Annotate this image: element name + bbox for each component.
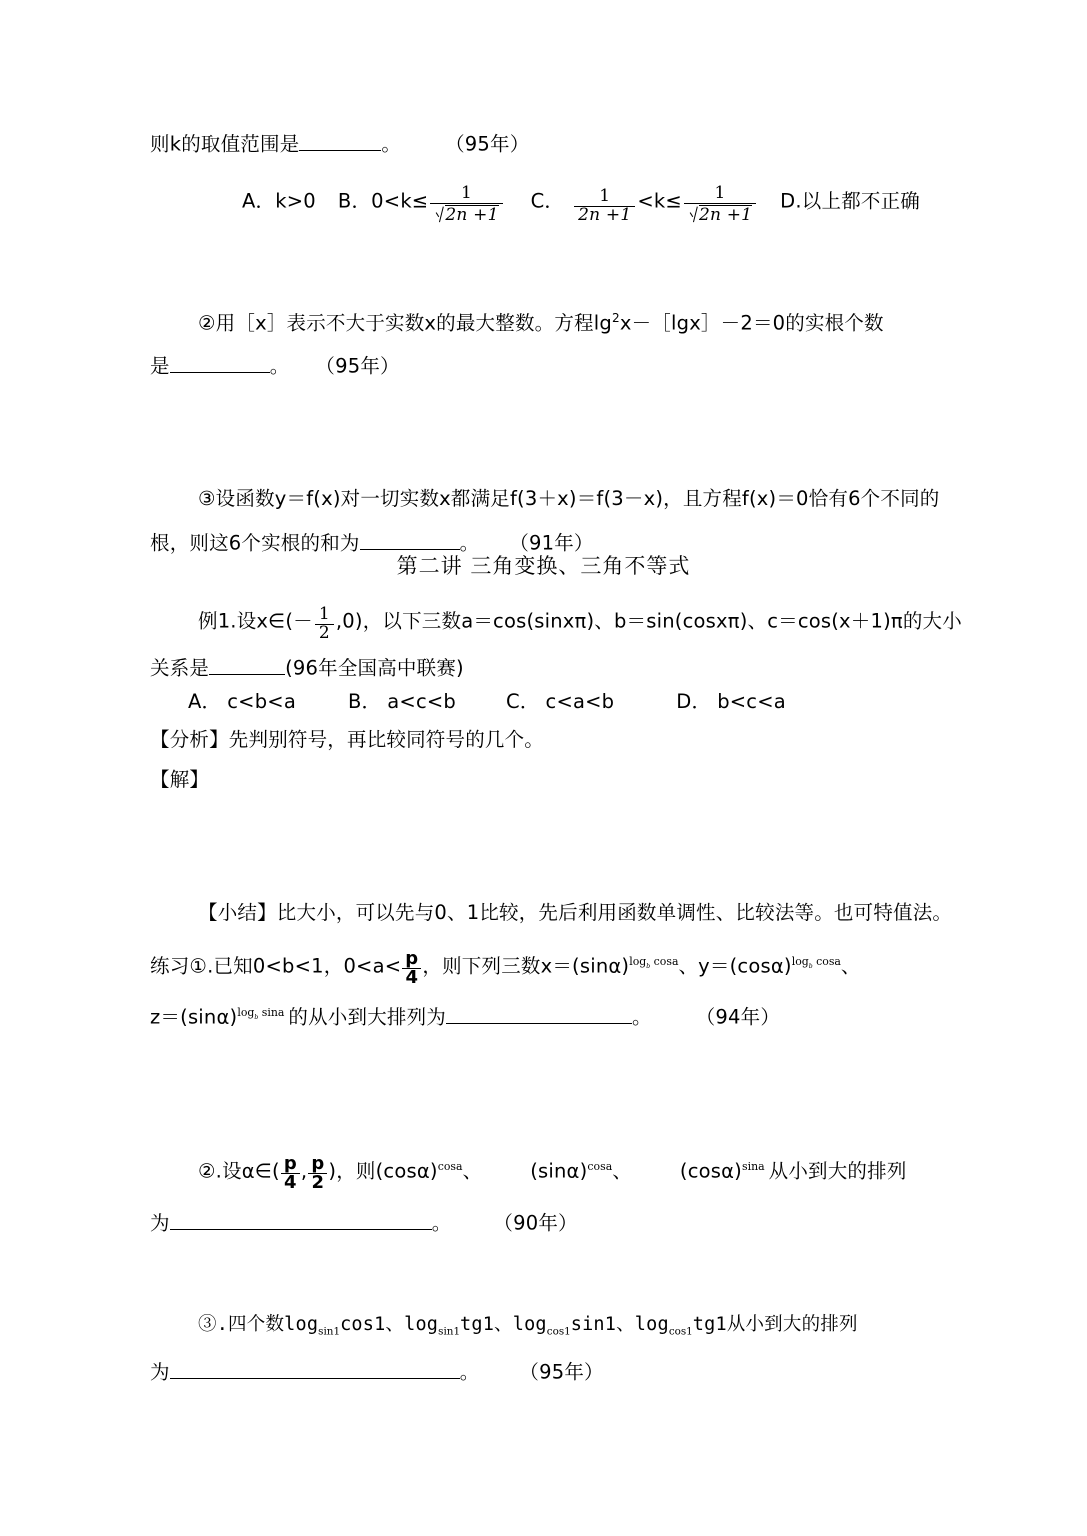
practice1-line-1 (150, 950, 861, 988)
q2-answer-blank[interactable] (170, 352, 270, 373)
practice1-text-c: 、y＝(cosα) (678, 954, 792, 978)
practice2-answer-blank[interactable] (170, 1209, 432, 1230)
q1-option-a-text[interactable]: k>0 (275, 189, 316, 213)
practice3-period: 。 (459, 1360, 480, 1384)
practice2-fraction1-denominator: 4 (284, 1172, 297, 1194)
practice3-text-f: 为 (150, 1360, 170, 1384)
q1-option-d-text[interactable]: 以上都不正确 (801, 189, 920, 213)
q2-text-c: 是 (150, 354, 170, 378)
q1-option-c-denominator-2 (684, 204, 756, 225)
example1-fraction-denominator: 2 (318, 622, 330, 643)
q1-option-c-fraction-1 (574, 185, 635, 225)
example1-option-c-text[interactable]: c<a<b (545, 690, 615, 713)
practice2-line-2 (150, 1209, 578, 1233)
practice3-text-e: tg1从小到大的排列 (692, 1314, 858, 1335)
q1-option-c-numerator-2: 1 (684, 185, 756, 204)
example1-text-c: 关系是 (150, 656, 210, 680)
example1-option-b-text[interactable]: a<c<b (387, 690, 456, 713)
practice1-exponent-2: logb cosa (791, 955, 841, 971)
q1-answer-blank[interactable] (299, 130, 381, 151)
q1-option-b-radicand: 2n +1 (445, 204, 499, 225)
q3-line-1 (198, 489, 939, 509)
q1-option-c-radicand: 2n +1 (698, 204, 753, 225)
practice3-log-base-4: cos1 (668, 1325, 693, 1338)
practice1-exponent-3-base: b (254, 1014, 259, 1022)
practice2-exponent-3: sina (742, 1160, 765, 1174)
example1-option-d-text[interactable]: b<c<a (717, 690, 786, 713)
practice3-line-2 (150, 1358, 604, 1382)
practice3-log-base-2: sin1 (438, 1325, 461, 1338)
practice2-year: （90年） (493, 1211, 578, 1235)
practice3-year: （95年） (519, 1360, 604, 1384)
practice1-exponent-1: logb cosa (629, 955, 679, 971)
practice3-log-base-3: cos1 (546, 1325, 571, 1338)
example1-line-2 (150, 654, 464, 678)
q1-option-b-numerator: 1 (430, 185, 502, 204)
practice1-answer-blank[interactable] (446, 1003, 632, 1024)
q1-option-a-label: A． (242, 189, 276, 213)
practice2-text-g: 从小到大的排列 (768, 1159, 907, 1183)
example1-source: (96年全国高中联赛) (285, 656, 464, 680)
example1-fraction-half (315, 606, 334, 643)
practice3-text-c: tg1、log (460, 1314, 547, 1335)
practice3-text-d: sin1、log (570, 1314, 669, 1335)
example1-solution-text: 【解】 (150, 768, 210, 791)
practice1-exponent-3: logb sina (237, 1006, 285, 1022)
practice1-fraction-pi-over-4 (402, 950, 421, 988)
q1-period: 。 (381, 132, 402, 156)
example1-option-c-label: C． (506, 690, 540, 713)
practice2-period: 。 (431, 1211, 452, 1235)
practice2-exponent-1: cosa (437, 1160, 463, 1174)
practice2-fraction-pi-over-2 (308, 1155, 327, 1193)
q1-option-c-numerator-1: 1 (574, 188, 635, 207)
q1-option-b-text[interactable]: 0<k≤ (371, 189, 429, 213)
practice2-text-d: (sinα) (530, 1159, 588, 1183)
practice2-text-e: 、 (612, 1159, 632, 1183)
q2-text-b: x－［lgx］－2＝0的实根个数 (619, 311, 884, 335)
example1-option-a-label: A． (188, 690, 222, 713)
q1-option-c-mid: <k≤ (637, 189, 682, 213)
q1-option-b-fraction (430, 182, 502, 225)
example1-text-b: ,0)，以下三数a＝cos(sinxπ)、b＝sin(cosxπ)、c＝cos(x＋1)π的大小 (335, 609, 962, 633)
example1-analysis-text: 【分析】先判别符号，再比较同符号的几个。 (150, 728, 545, 751)
practice3-line-1 (198, 1316, 858, 1337)
example1-answer-blank[interactable] (209, 654, 285, 675)
practice3-text-a: ③.四个数log (198, 1314, 319, 1335)
q1-option-c-fraction-2 (684, 182, 756, 225)
practice2-fraction2-denominator: 2 (311, 1172, 325, 1194)
q1-option-d-label: D. (780, 189, 802, 213)
q3-line-2 (150, 529, 594, 553)
practice2-text-a: ②.设α∈( (198, 1159, 280, 1183)
q2-exponent: 2 (611, 311, 620, 325)
q1-options-line (242, 183, 920, 223)
example1-fraction-numerator: 1 (315, 606, 334, 625)
example1-text-a: 例1.设x∈(－ (198, 609, 313, 633)
practice1-text-e: z＝(sinα) (150, 1005, 238, 1029)
practice1-text-b: ，则下列三数x＝(sinα) (422, 954, 630, 978)
practice2-fraction1-numerator: p (281, 1155, 300, 1174)
example1-solution (150, 770, 209, 790)
q1-option-b-denominator (430, 204, 502, 225)
practice1-period: 。 (632, 1005, 652, 1029)
example1-analysis (150, 730, 544, 750)
summary-line (198, 903, 952, 923)
practice1-year: （94年） (695, 1005, 781, 1029)
q1-stem-text: 则k的取值范围是 (150, 132, 300, 156)
practice1-exponent-2-base: b (808, 963, 813, 971)
example1-options-line (188, 692, 786, 712)
practice2-exponent-2: cosa (587, 1160, 613, 1174)
practice2-fraction-pi-over-4 (281, 1155, 300, 1193)
q2-text-a: ②用［x］表示不大于实数x的最大整数。方程lg (198, 311, 612, 335)
q3-year: （91年） (509, 531, 594, 555)
practice1-fraction-denominator: 4 (405, 967, 419, 989)
practice1-text-a: 练习①.已知0<b<1，0<a< (150, 954, 402, 978)
q1-stem-line (150, 130, 529, 154)
practice2-text-c: 、 (462, 1159, 483, 1183)
q2-line-1 (198, 312, 884, 333)
practice2-fraction2-numerator: p (308, 1155, 327, 1174)
practice3-log-base-1: sin1 (318, 1325, 341, 1338)
example1-option-a-text[interactable]: c<b<a (227, 690, 296, 713)
practice1-exponent-1-base: b (646, 963, 651, 971)
practice3-text-b: cos1、log (340, 1314, 439, 1335)
practice3-answer-blank[interactable] (170, 1358, 460, 1379)
summary-text: 【小结】比大小，可以先与0、1比较，先后利用函数单调性、比较法等。也可特值法。 (198, 901, 953, 924)
practice2-text-f: (cosα) (679, 1159, 742, 1183)
q2-period: 。 (269, 354, 290, 378)
example1-line-1 (198, 606, 962, 643)
q3-text-a: ③设函数y＝f(x)对一切实数x都满足f(3＋x)＝f(3－x)，且方程f(x)＝0恰有6个不同的 (198, 487, 940, 510)
q2-year: （95年） (315, 354, 400, 378)
q1-option-c-denominator-1: 2n +1 (578, 204, 632, 225)
practice2-text-b: )，则(cosα) (328, 1159, 438, 1183)
section-title-text: 第二讲 三角变换、三角不等式 (396, 554, 691, 578)
practice2-comma: , (300, 1159, 308, 1183)
practice1-text-d: 、 (840, 954, 861, 978)
q1-option-c-label: C． (530, 189, 565, 213)
practice1-line-2 (150, 1003, 780, 1027)
q3-answer-blank[interactable] (360, 529, 460, 550)
practice1-fraction-numerator: p (402, 950, 421, 969)
example1-option-d-label: D． (676, 690, 712, 713)
practice1-text-f: 的从小到大排列为 (288, 1005, 446, 1029)
practice2-text-h: 为 (150, 1211, 170, 1235)
section-title (0, 556, 1087, 577)
q2-line-2 (150, 352, 400, 376)
q1-option-b-label: B． (337, 189, 372, 213)
q1-year: （95年） (445, 132, 530, 156)
example1-option-b-label: B． (347, 690, 382, 713)
practice2-line-1 (198, 1155, 907, 1193)
q3-period: 。 (459, 531, 480, 555)
q3-text-b: 根，则这6个实根的和为 (150, 531, 360, 555)
